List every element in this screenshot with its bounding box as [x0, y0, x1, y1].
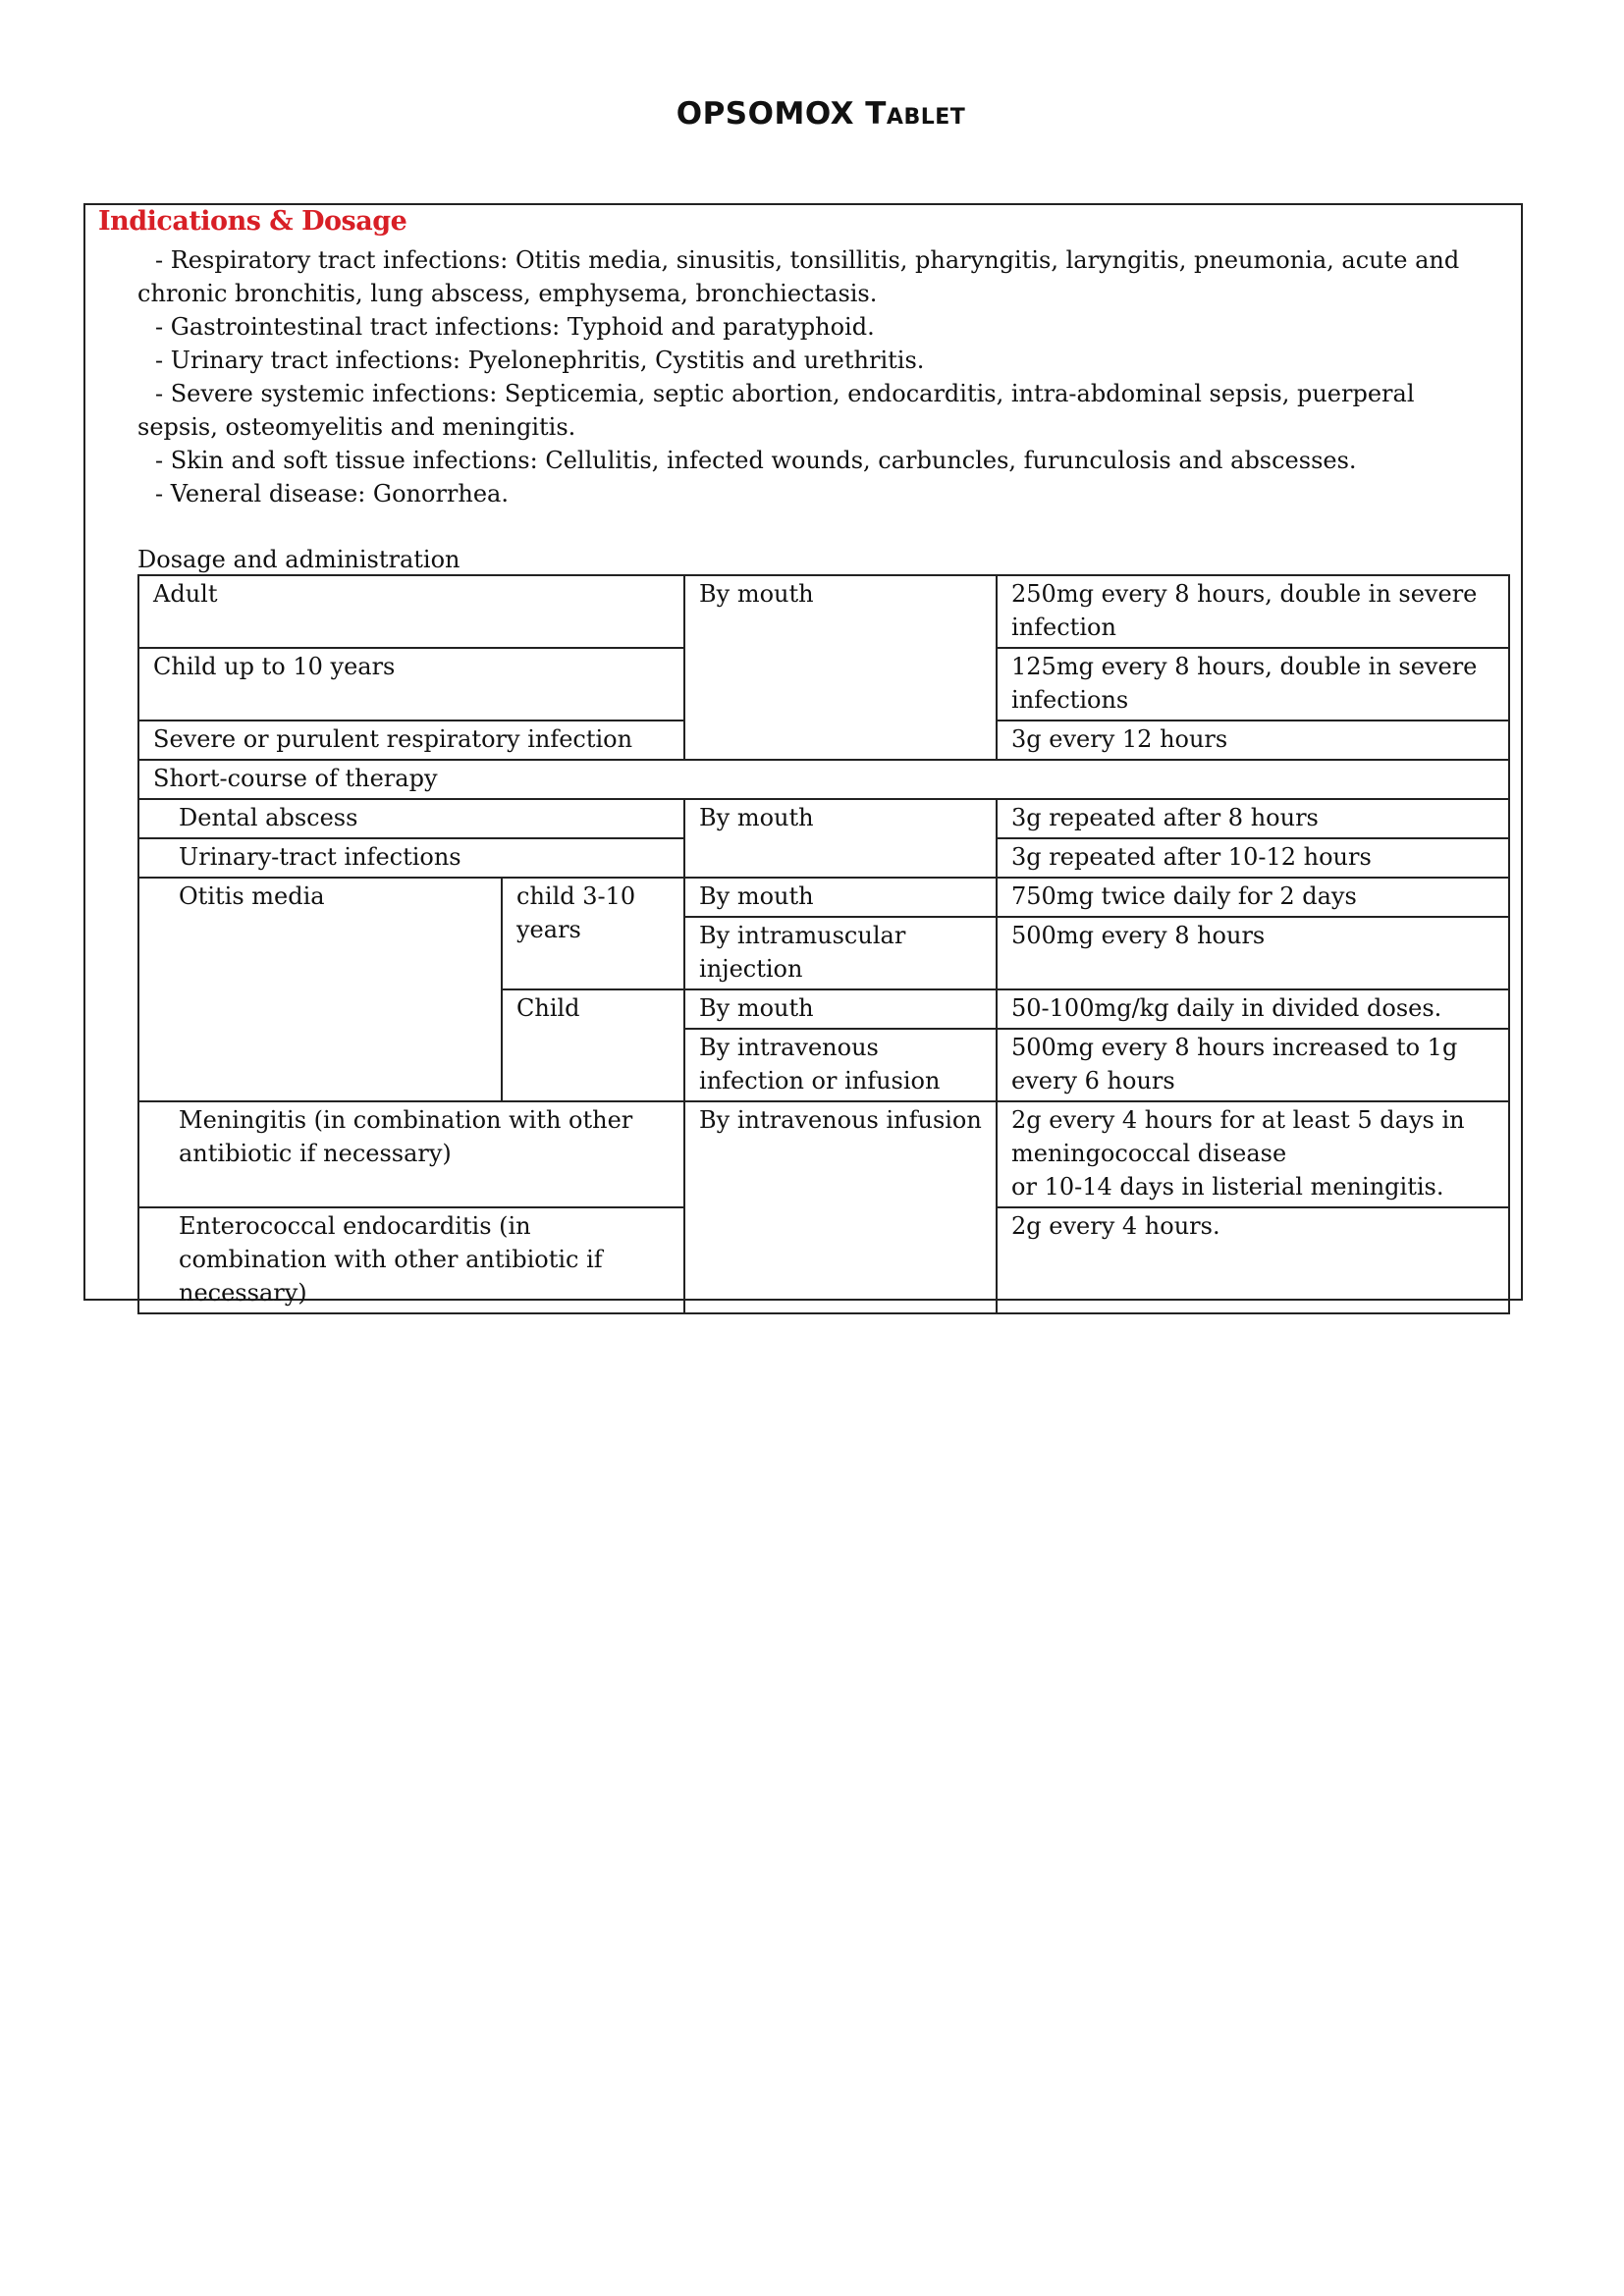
table-cell: 125mg every 8 hours, double in severe infections: [997, 648, 1509, 721]
dosage-label: Dosage and administration: [137, 546, 460, 573]
title-suffix: Tablet: [865, 96, 966, 132]
section-heading: Indications & Dosage: [98, 206, 407, 237]
indication-item: - Severe systemic infections: Septicemia, septic abortion, endocarditis, intra-abdominal sepsis, puerperal sepsis, osteomyelitis and meningitis.: [137, 380, 1415, 441]
table-cell: By intravenous infection or infusion: [684, 1029, 997, 1101]
table-cell: By mouth: [684, 878, 997, 917]
table-cell: By intravenous infusion: [684, 1101, 997, 1313]
table-cell: 3g repeated after 8 hours: [997, 799, 1509, 838]
table-row: [138, 799, 1509, 838]
table-cell: 500mg every 8 hours: [997, 917, 1509, 989]
table-cell: Short-course of therapy: [138, 760, 1509, 799]
table-cell: By mouth: [684, 989, 997, 1029]
indication-item: - Gastrointestinal tract infections: Typhoid and paratyphoid.: [155, 313, 875, 341]
title-main: OPSOMOX: [676, 96, 854, 132]
table-cell: child 3-10 years: [502, 878, 684, 989]
dosage-table: [137, 574, 1510, 1314]
indication-item: - Respiratory tract infections: Otitis media, sinusitis, tonsillitis, pharyngitis, laryngitis, pneumonia, acute and chronic bronchitis, lung abscess, emphysema, bronchiectasis.: [137, 246, 1460, 307]
table-cell: By mouth: [684, 799, 997, 878]
table-cell: Severe or purulent respiratory infection: [138, 721, 684, 760]
table-cell: By intramuscular injection: [684, 917, 997, 989]
table-row: [138, 575, 1509, 648]
indications-list: [137, 243, 1492, 510]
dose-line: or 10-14 days in listerial meningitis.: [1011, 1173, 1444, 1201]
dose-line: 2g every 4 hours for at least 5 days in meningococcal disease: [1011, 1106, 1465, 1167]
indication-item: - Veneral disease: Gonorrhea.: [155, 480, 509, 507]
table-cell: Urinary-tract infections: [138, 838, 684, 878]
indication-item: - Skin and soft tissue infections: Cellulitis, infected wounds, carbuncles, furunculosis and abscesses.: [155, 447, 1357, 474]
indication-item: - Urinary tract infections: Pyelonephritis, Cystitis and urethritis.: [155, 347, 925, 374]
table-cell: Adult: [138, 575, 684, 648]
table-row: [138, 1101, 1509, 1207]
table-cell: Child: [502, 989, 684, 1101]
table-cell: 3g every 12 hours: [997, 721, 1509, 760]
table-cell: [997, 1101, 1509, 1207]
page-title: [0, 96, 1624, 132]
table-cell: 750mg twice daily for 2 days: [997, 878, 1509, 917]
table-cell: 2g every 4 hours.: [997, 1207, 1509, 1313]
table-row: [138, 760, 1509, 799]
table-cell: 3g repeated after 10-12 hours: [997, 838, 1509, 878]
table-cell: 250mg every 8 hours, double in severe infection: [997, 575, 1509, 648]
table-cell: Meningitis (in combination with other antibiotic if necessary): [138, 1101, 684, 1207]
table-cell: By mouth: [684, 575, 997, 760]
table-cell: Child up to 10 years: [138, 648, 684, 721]
table-cell: Otitis media: [138, 878, 502, 1101]
table-cell: 50-100mg/kg daily in divided doses.: [997, 989, 1509, 1029]
table-cell: Dental abscess: [138, 799, 684, 838]
table-cell: Enterococcal endocarditis (in combination with other antibiotic if necessary): [138, 1207, 684, 1313]
table-cell: 500mg every 8 hours increased to 1g every 6 hours: [997, 1029, 1509, 1101]
table-row: [138, 878, 1509, 917]
